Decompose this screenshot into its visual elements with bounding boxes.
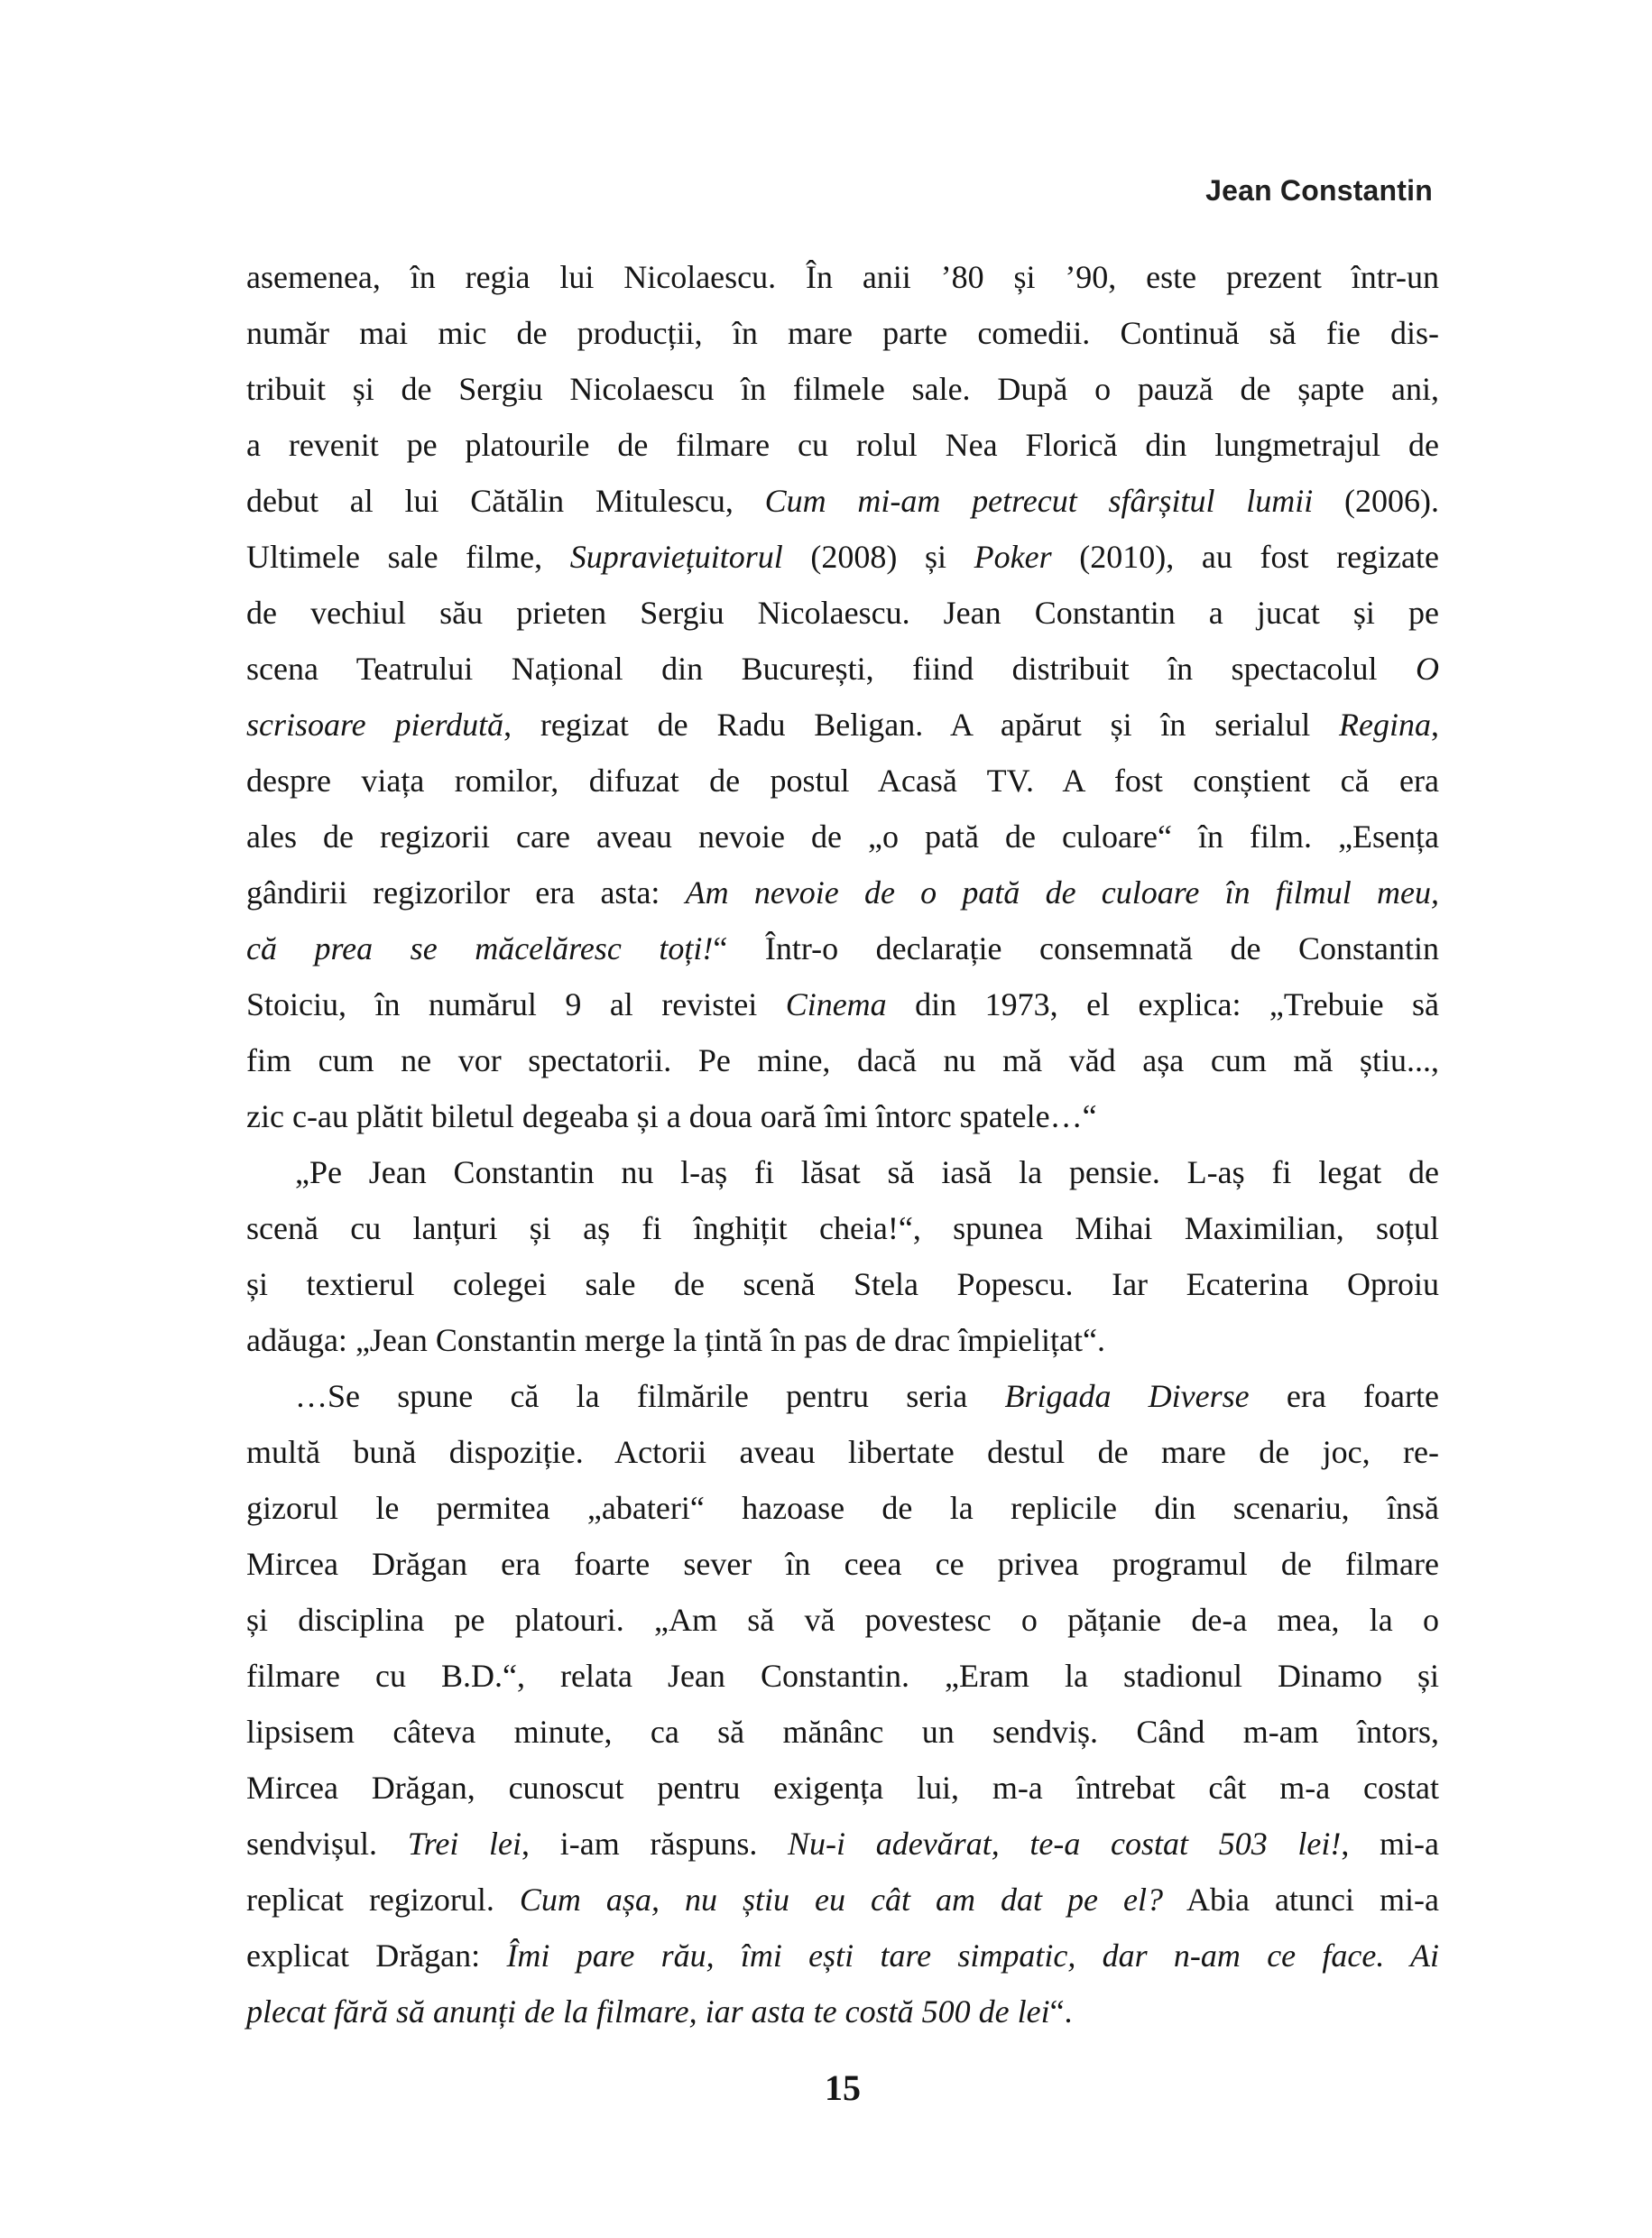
text-segment: (2008) și [782,539,974,575]
text-line [246,585,1439,641]
text-segment: adăuga: „Jean Constantin merge la țintă în pas de drac împielițat“. [246,1322,1106,1358]
text-segment: , i-am răspuns. [521,1826,789,1862]
text-segment: asemenea, în regia lui Nicolaescu. În anii ’80 și ’90, este prezent într-un [246,259,1439,295]
text-line [246,305,1439,361]
text-segment: scenă cu lanțuri și aș fi înghițit cheia!“, spunea Mihai Maximilian, soțul [246,1210,1439,1246]
text-line [246,1144,1439,1200]
text-line [246,1424,1439,1480]
text-line [246,920,1439,976]
text-segment: tribuit și de Sergiu Nicolaescu în filmele sale. După o pauză de șapte ani, [246,371,1439,407]
text-line [246,1312,1439,1368]
text-line [246,1816,1439,1872]
text-segment: a revenit pe platourile de filmare cu rolul Nea Florică din lungmetrajul de [246,427,1439,463]
text-line [246,1200,1439,1256]
text-line [246,753,1439,809]
text-segment: fim cum ne vor spectatorii. Pe mine, dacă nu mă văd așa cum mă știu..., [246,1042,1439,1078]
text-line [246,249,1439,305]
text-segment: din 1973, el explica: „Trebuie să [886,986,1440,1022]
text-line [246,1368,1439,1424]
text-segment: explicat Drăgan: [246,1937,507,1974]
text-segment: Mircea Drăgan, cunoscut pentru exigența lui, m-a întrebat cât m-a costat [246,1770,1439,1806]
text-segment: , [1430,707,1439,743]
text-line [246,697,1439,753]
text-segment: filmare cu B.D.“, relata Jean Constantin. „Eram la stadionul Dinamo și [246,1658,1439,1694]
text-segment: replicat regizorul. [246,1882,520,1918]
text-segment: gizorul le permitea „abateri“ hazoase de la replicile din scenariu, însă [246,1490,1439,1526]
body-text [246,249,1439,2039]
text-segment: multă bună dispoziție. Actorii aveau libertate destul de mare de joc, re- [246,1434,1439,1470]
text-line [246,473,1439,529]
text-segment: despre viața romilor, difuzat de postul Acasă TV. A fost conștient că era [246,763,1439,799]
text-segment: (2006). [1313,483,1440,519]
text-segment: , regizat de Radu Beligan. A apărut și în serialul [503,707,1339,743]
italic-text-segment: că prea se măcelăresc toți! [246,930,714,966]
text-segment: “ Într-o declarație consemnată de Constantin [713,930,1439,966]
text-line [246,1480,1439,1536]
italic-text-segment: plecat fără să anunți de la filmare, iar asta te costă 500 de lei [246,1993,1050,2030]
text-line [246,1928,1439,1984]
text-line [246,1256,1439,1312]
italic-text-segment: scrisoare pierdută [246,707,504,743]
italic-text-segment: Regina [1339,707,1431,743]
text-line [246,1032,1439,1088]
italic-text-segment: Trei lei [407,1826,522,1862]
text-line [246,641,1439,697]
text-line [246,976,1439,1032]
text-segment: și textierul colegei sale de scenă Stela Popescu. Iar Ecaterina Oproiu [246,1266,1439,1302]
text-segment: …Se spune că la filmările pentru seria [295,1378,1005,1414]
text-line [246,809,1439,865]
italic-text-segment: Brigada Diverse [1004,1378,1250,1414]
text-line [246,361,1439,417]
text-segment: Ultimele sale filme, [246,539,570,575]
text-segment: Abia atunci mi-a [1163,1882,1439,1918]
text-segment: “. [1049,1993,1073,2030]
text-line [246,1648,1439,1704]
text-segment: gândirii regizorilor era asta: [246,874,686,911]
italic-text-segment: Supraviețuitorul [569,539,783,575]
italic-text-segment: Îmi pare rău, îmi ești tare simpatic, dar n-am ce face. Ai [506,1937,1439,1974]
italic-text-segment: Poker [974,539,1052,575]
text-line [246,1704,1439,1760]
italic-text-segment: Am nevoie de o pată de culoare în filmul meu, [685,874,1439,911]
text-segment: și disciplina pe platouri. „Am să vă povestesc o pățanie de-a mea, la o [246,1602,1439,1638]
text-line [246,529,1439,585]
text-line [246,1536,1439,1592]
italic-text-segment: Cum mi-am petrecut sfârșitul lumii [764,483,1314,519]
text-segment: Stoiciu, în numărul 9 al revistei [246,986,786,1022]
text-line [246,1984,1439,2039]
italic-text-segment: O [1416,651,1439,687]
text-line [246,1592,1439,1648]
text-segment: de vechiul său prieten Sergiu Nicolaescu. Jean Constantin a jucat și pe [246,595,1439,631]
text-line [246,1872,1439,1928]
text-segment: era foarte [1249,1378,1439,1414]
text-segment: Mircea Drăgan era foarte sever în ceea ce privea programul de filmare [246,1546,1439,1582]
text-segment: zic c-au plătit biletul degeaba și a doua oară îmi întorc spatele…“ [246,1098,1097,1134]
text-segment: debut al lui Cătălin Mitulescu, [246,483,765,519]
text-line [246,1760,1439,1816]
text-segment: număr mai mic de producții, în mare parte comedii. Continuă să fie dis- [246,315,1439,351]
text-segment: lipsisem câteva minute, ca să mănânc un sendviș. Când m-am întors, [246,1714,1439,1750]
text-line [246,417,1439,473]
page-number: 15 [825,2067,861,2108]
italic-text-segment: Cum așa, nu știu eu cât am dat pe el? [519,1882,1164,1918]
italic-text-segment: Nu-i adevărat, te-a costat 503 lei! [788,1826,1342,1862]
text-line [246,1088,1439,1144]
text-line [246,865,1439,920]
running-header: Jean Constantin [1205,174,1433,207]
text-segment: „Pe Jean Constantin nu l-aș fi lăsat să iasă la pensie. L-aș fi legat de [295,1154,1439,1190]
text-segment: (2010), au fost regizate [1051,539,1439,575]
text-segment: sendvișul. [246,1826,408,1862]
text-segment: ales de regizorii care aveau nevoie de „o pată de culoare“ în film. „Esența [246,818,1439,855]
text-segment: scena Teatrului Național din București, fiind distribuit în spectacolul [246,651,1416,687]
text-segment: , mi-a [1341,1826,1439,1862]
italic-text-segment: Cinema [785,986,887,1022]
